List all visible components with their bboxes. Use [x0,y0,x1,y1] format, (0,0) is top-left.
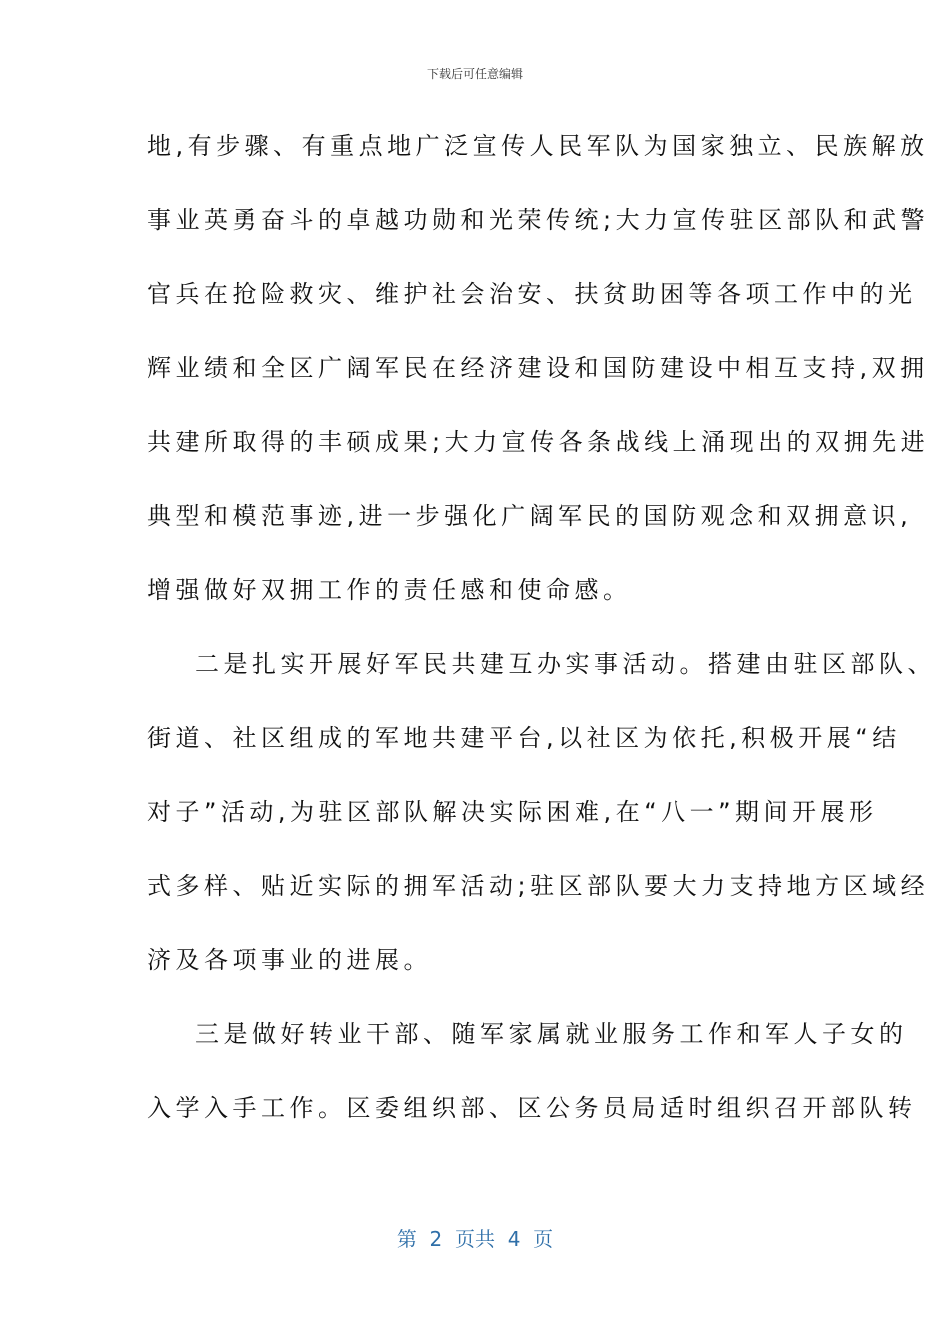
text-line: 入学入手工作。区委组织部、区公务员局适时组织召开部队转 [147,1094,917,1122]
text-line: 共建所取得的丰硕成果;大力宣传各条战线上涌现出的双拥先进 [147,428,930,456]
text-line: 二是扎实开展好军民共建互办实事活动。搭建由驻区部队、 [195,650,936,678]
text-line: 增强做好双拥工作的责任感和使命感。 [147,576,632,604]
text-line: 济及各项事业的进展。 [147,946,432,974]
text-line: 事业英勇奋斗的卓越功勋和光荣传统;大力宣传驻区部队和武警 [147,206,930,234]
text-line: 官兵在抢险救灾、维护社会治安、扶贫助困等各项工作中的光 [147,280,917,308]
text-line: 典型和模范事迹,进一步强化广阔军民的国防观念和双拥意识, [147,502,913,530]
text-line: 对子”活动,为驻区部队解决实际困难,在“八一”期间开展形 [147,798,878,826]
text-line: 三是做好转业干部、随军家属就业服务工作和军人子女的 [195,1020,908,1048]
text-line: 地,有步骤、有重点地广泛宣传人民军队为国家独立、民族解放 [147,132,929,160]
page-number: 第 2 页共 4 页 [396,1227,554,1251]
text-line: 式多样、贴近实际的拥军活动;驻区部队要大力支持地方区域经 [147,872,930,900]
text-line: 街道、社区组成的军地共建平台,以社区为依托,积极开展“结 [147,724,901,752]
header-note: 下载后可任意编辑 [426,67,523,81]
text-line: 辉业绩和全区广阔军民在经济建设和国防建设中相互支持,双拥 [147,354,929,382]
